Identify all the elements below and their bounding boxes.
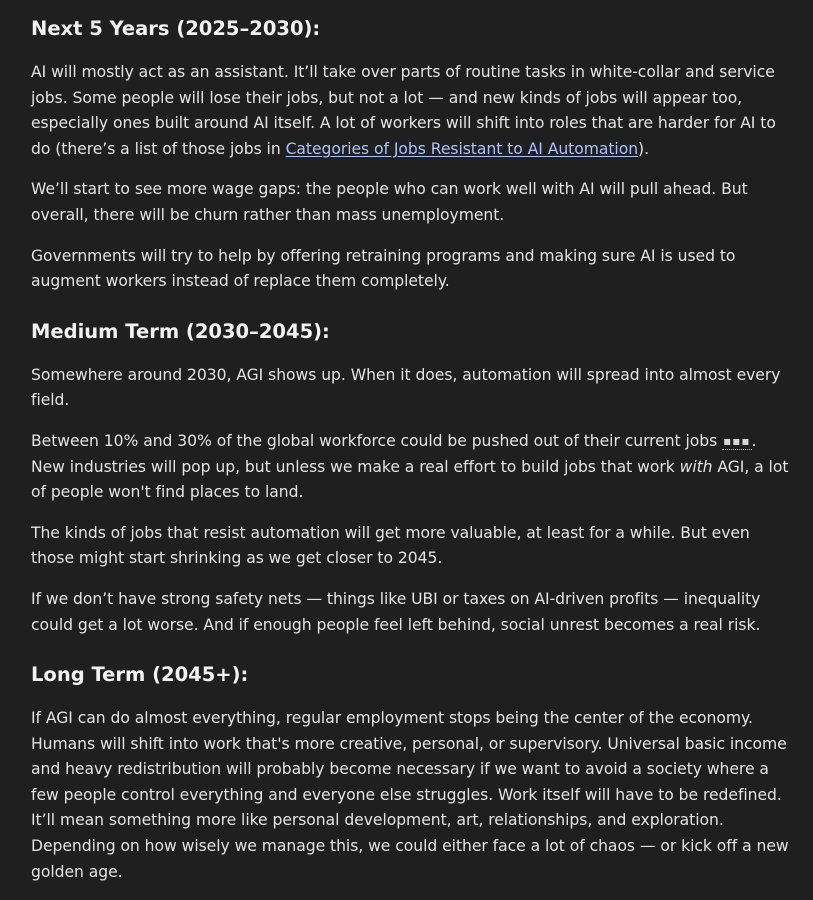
paragraph-text: AGI, a lot of people won't find places to land. — [31, 457, 789, 502]
paragraph: Governments will try to help by offering retraining programs and making sure AI is used to augment workers instead of replace them completely. — [31, 246, 736, 291]
section-heading: Long Term (2045+): — [31, 663, 249, 687]
paragraph-text: ). — [638, 139, 649, 158]
section-long-term — [31, 660, 795, 885]
section-heading: Medium Term (2030–2045): — [31, 319, 330, 343]
paragraph-text: . New industries will pop up, but unless we make a real effort to build jobs that work — [31, 431, 757, 476]
section-medium-term — [31, 317, 795, 638]
paragraph: Somewhere around 2030, AGI shows up. When it does, automation will spread into almost every field. — [31, 365, 781, 410]
section-next-5-years — [31, 14, 795, 295]
section-heading: Next 5 Years (2025–2030): — [31, 17, 321, 40]
paragraph — [31, 429, 795, 506]
paragraph: We’ll start to see more wage gaps: the people who can work well with AI will pull ahead. But overall, there will be churn rather than mass unemployment. — [31, 180, 748, 224]
paragraph: If AGI can do almost everything, regular employment stops being the center of the economy. Humans will shift into work that's more creative, personal, or supervisory. Universal basic income and heavy redistribution will probably become necessary if we want to avoid a society where a few people control everything and everyone else struggles. Work itself will have to be redefined. It’ll mean something more like personal development, art, relationships, and exploration. Depending on how wisely we manage this, we could either face a lot of chaos — or kick off a new golden age. — [31, 709, 789, 881]
jobs-resistant-link[interactable]: Categories of Jobs Resistant to AI Automation — [285, 139, 639, 158]
paragraph-text: AI will mostly act as an assistant. It’ll take over parts of routine tasks in white-collar and service jobs. Some people will lose their jobs, but not a lot — and new kinds of jobs will appear too, especially ones built around AI itself. A lot of workers will shift into roles that are harder for AI to do (there’s a list of those jobs in — [31, 63, 776, 158]
citation-icon[interactable]: ▪▪▪ — [723, 433, 751, 448]
emphasis-text: with — [679, 457, 713, 476]
paragraph — [31, 60, 795, 162]
paragraph: The kinds of jobs that resist automation will get more valuable, at least for a while. But even those might start shrinking as we get closer to 2045. — [31, 523, 750, 568]
paragraph-text: Between 10% and 30% of the global workforce could be pushed out of their current jobs — [31, 431, 723, 450]
paragraph: If we don’t have strong safety nets — things like UBI or taxes on AI-driven profits — inequality could get a lot worse. And if enough people feel left behind, social unrest becomes a real risk. — [31, 589, 761, 634]
